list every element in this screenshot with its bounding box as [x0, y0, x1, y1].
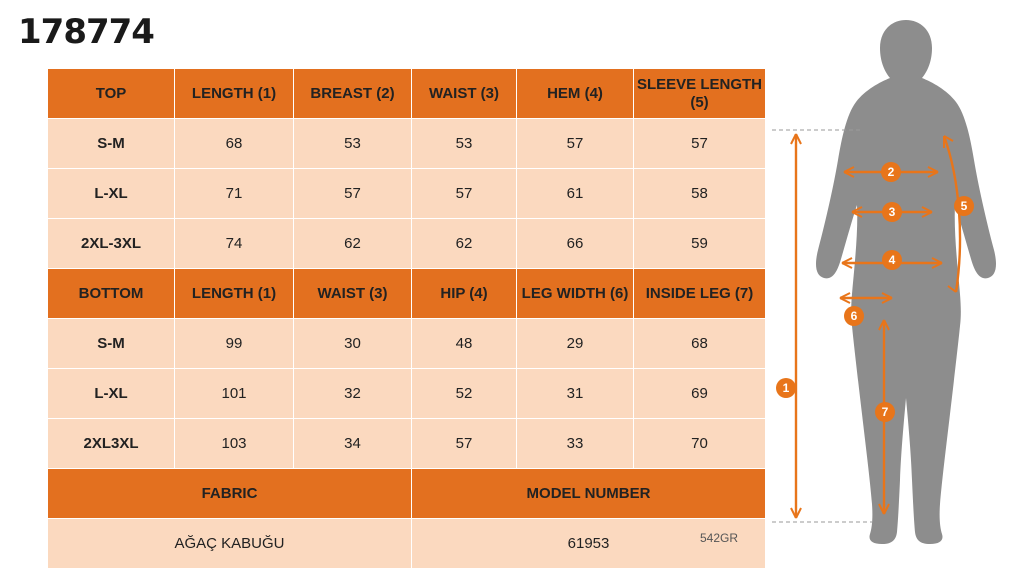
table-row [48, 119, 766, 169]
table-row [48, 319, 766, 369]
col-header-bottom-length: LENGTH (1) [175, 269, 294, 319]
cell-top-2xl3xl-waist: 62 [412, 219, 517, 269]
cell-bottom-sm-hip: 48 [412, 319, 517, 369]
cell-top-2xl3xl-sleeve: 59 [634, 219, 766, 269]
cell-bottom-lxl-legwidth: 31 [517, 369, 634, 419]
cell-top-sm-waist: 53 [412, 119, 517, 169]
cell-top-sm-hem: 57 [517, 119, 634, 169]
badge-2: 2 [881, 162, 901, 182]
cell-top-lxl-waist: 57 [412, 169, 517, 219]
col-header-bottom-waist: WAIST (3) [294, 269, 412, 319]
size-chart-table [47, 68, 766, 569]
table-header-row-top [48, 69, 766, 119]
row-label-bottom-sm: S-M [48, 319, 175, 369]
cell-bottom-lxl-waist: 32 [294, 369, 412, 419]
figure-svg [772, 10, 1022, 562]
table-row [48, 219, 766, 269]
table-header-row-bottom [48, 269, 766, 319]
fabric-value: AĞAÇ KABUĞU [48, 519, 412, 569]
cell-bottom-2xl3xl-hip: 57 [412, 419, 517, 469]
cell-bottom-sm-waist: 30 [294, 319, 412, 369]
col-header-top: TOP [48, 69, 175, 119]
cell-top-lxl-hem: 61 [517, 169, 634, 219]
row-label-top-lxl: L-XL [48, 169, 175, 219]
col-header-sleeve-length: SLEEVE LENGTH (5) [634, 69, 766, 119]
table-footer-value-row [48, 519, 766, 569]
col-header-inside-leg: INSIDE LEG (7) [634, 269, 766, 319]
body-silhouette [816, 20, 996, 544]
table-row [48, 369, 766, 419]
col-header-waist: WAIST (3) [412, 69, 517, 119]
cell-bottom-lxl-length: 101 [175, 369, 294, 419]
model-number-header: MODEL NUMBER [412, 469, 766, 519]
cell-bottom-2xl3xl-legwidth: 33 [517, 419, 634, 469]
col-header-leg-width: LEG WIDTH (6) [517, 269, 634, 319]
col-header-breast: BREAST (2) [294, 69, 412, 119]
col-header-hip: HIP (4) [412, 269, 517, 319]
cell-top-2xl3xl-hem: 66 [517, 219, 634, 269]
badge-6: 6 [844, 306, 864, 326]
badge-7: 7 [875, 402, 895, 422]
cell-top-lxl-length: 71 [175, 169, 294, 219]
row-label-top-2xl3xl: 2XL-3XL [48, 219, 175, 269]
table-row [48, 169, 766, 219]
cell-bottom-lxl-hip: 52 [412, 369, 517, 419]
cell-bottom-sm-legwidth: 29 [517, 319, 634, 369]
row-label-bottom-lxl: L-XL [48, 369, 175, 419]
badge-3: 3 [882, 202, 902, 222]
page-title: 178774 [18, 12, 154, 52]
cell-bottom-sm-insideleg: 68 [634, 319, 766, 369]
row-label-bottom-2xl3xl: 2XL3XL [48, 419, 175, 469]
cell-top-2xl3xl-breast: 62 [294, 219, 412, 269]
product-code-label: 542GR [700, 531, 739, 545]
measurement-figure [772, 10, 1022, 562]
table-footer-header-row [48, 469, 766, 519]
cell-bottom-2xl3xl-length: 103 [175, 419, 294, 469]
cell-top-lxl-breast: 57 [294, 169, 412, 219]
cell-bottom-2xl3xl-insideleg: 70 [634, 419, 766, 469]
cell-top-sm-breast: 53 [294, 119, 412, 169]
col-header-length: LENGTH (1) [175, 69, 294, 119]
col-header-hem: HEM (4) [517, 69, 634, 119]
badge-4: 4 [882, 250, 902, 270]
col-header-bottom: BOTTOM [48, 269, 175, 319]
model-number-value: 61953 [412, 519, 766, 569]
table-row [48, 419, 766, 469]
cell-top-sm-length: 68 [175, 119, 294, 169]
row-label-top-sm: S-M [48, 119, 175, 169]
badge-5: 5 [954, 196, 974, 216]
cell-bottom-lxl-insideleg: 69 [634, 369, 766, 419]
cell-top-lxl-sleeve: 58 [634, 169, 766, 219]
cell-top-2xl3xl-length: 74 [175, 219, 294, 269]
cell-top-sm-sleeve: 57 [634, 119, 766, 169]
cell-bottom-sm-length: 99 [175, 319, 294, 369]
cell-bottom-2xl3xl-waist: 34 [294, 419, 412, 469]
badge-1: 1 [776, 378, 796, 398]
fabric-header: FABRIC [48, 469, 412, 519]
